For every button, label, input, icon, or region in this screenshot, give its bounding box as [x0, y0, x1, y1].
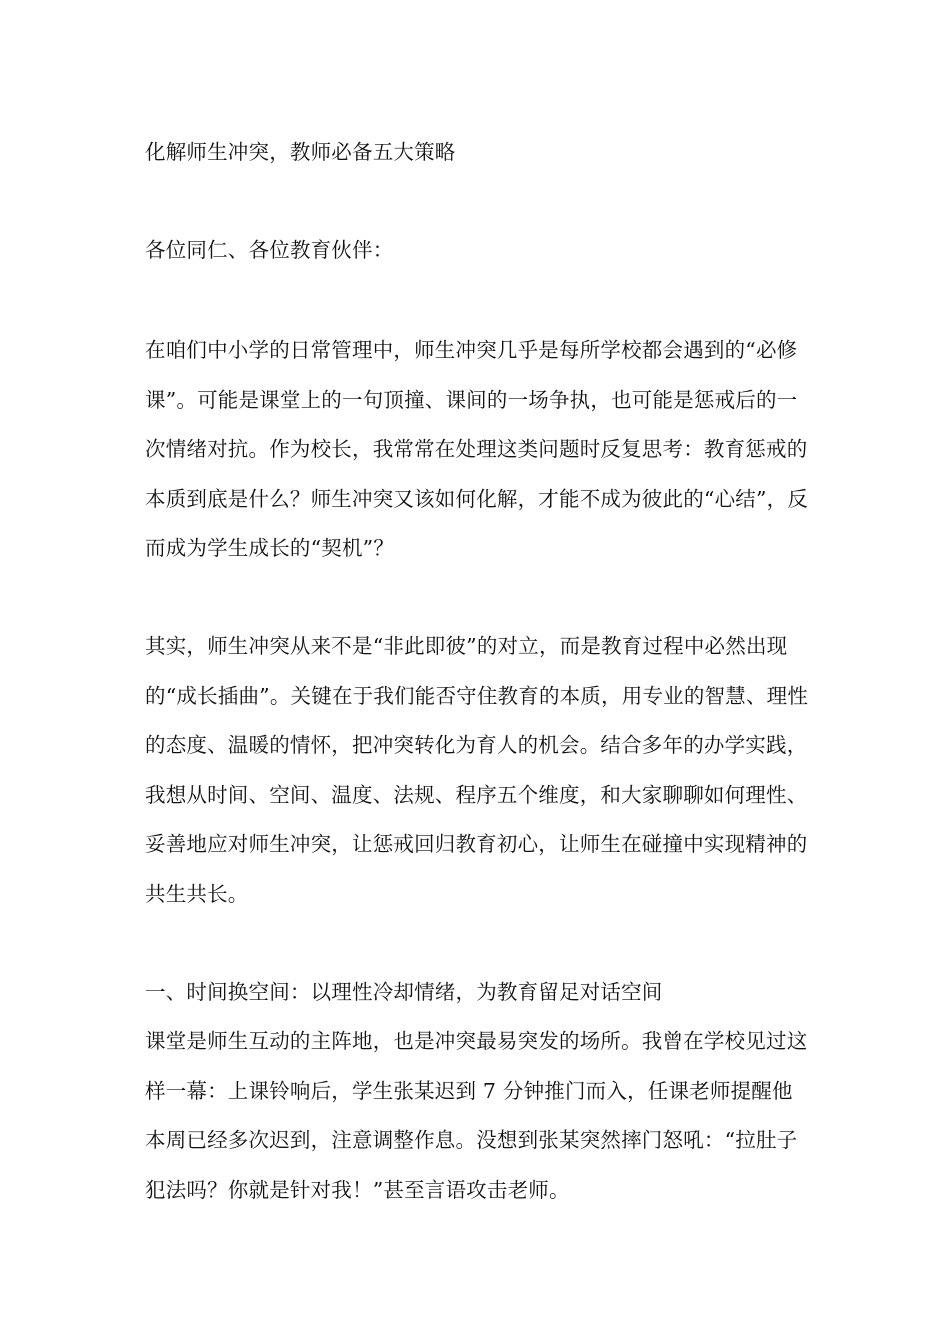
paragraph-overview: 其实，师生冲突从来不是“非此即彼”的对立，而是教育过程中必然出现的“成长插曲”。关键在于我们能否守住教育的本质，用专业的智慧、理性的态度、温暖的情怀，把冲突转化为育人的机会。结合多年的办学实践，我想从时间、空间、温度、法规、程序五个维度，和大家聊聊如何理性、妥善地应对师生冲突，让惩戒回归教育初心，让师生在碰撞中实现精神的共生共长。 — [145, 634, 809, 906]
section-paragraph: 课堂是师生互动的主阵地，也是冲突最易突发的场所。我曾在学校见过这样一幕：上课铃响后，学生张某迟到 7 分钟推门而入，任课老师提醒他本周已经多次迟到，注意调整作息。没想到张某突然摔门怒吼：“拉肚子犯法吗？你就是针对我！”甚至言语攻击老师。 — [145, 1029, 808, 1202]
section-heading: 一、时间换空间：以理性冷却情绪，为教育留足对话空间 — [145, 980, 663, 1004]
greeting: 各位同仁、各位教育伙伴： — [145, 238, 394, 262]
paragraph-intro: 在咱们中小学的日常管理中，师生冲突几乎是每所学校都会遇到的“必修课”。可能是课堂上的一句顶撞、课间的一场争执，也可能是惩戒后的一次情绪对抗。作为校长，我常常在处理这类问题时反复思考：教育惩戒的本质到底是什么？师生冲突又该如何化解，才能不成为彼此的“心结”，反而成为学生成长的“契机”？ — [145, 338, 809, 561]
document-title: 化解师生冲突，教师必备五大策略 — [145, 140, 456, 164]
